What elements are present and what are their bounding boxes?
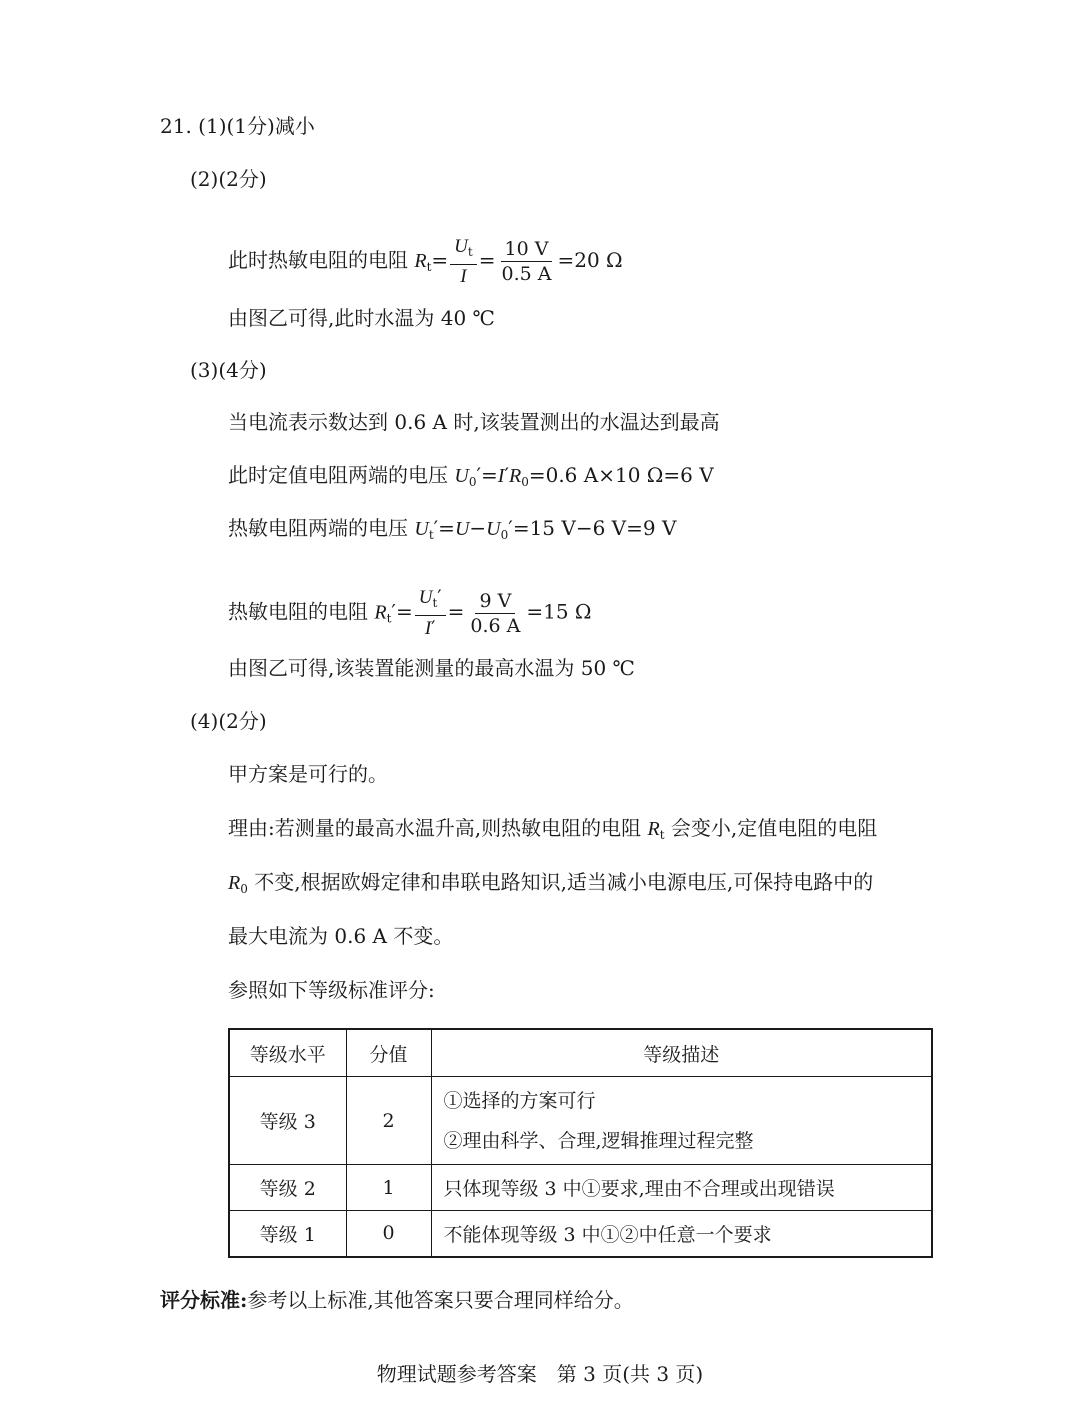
table-header: 分值: [346, 1029, 431, 1077]
q21-part3-line4: 热敏电阻的电阻 $R_t'=$ $\frac{U_t'}{I'}$ = $\frac{9 V}{0.6 A}$ =15 Ω: [228, 586, 592, 639]
grading-table: [228, 1028, 933, 1258]
q21-part2-equation: 此时热敏电阻的电阻 $R_t=$ $\frac{U_t}{I}$ = $\frac{10 V}{0.5 A}$ =20 Ω: [228, 236, 623, 287]
score-cell: 1: [346, 1165, 431, 1211]
fraction-values-2: $\frac{9 V}{0.6 A}$: [470, 589, 521, 637]
q21-part3-temperature: 由图乙可得,该装置能测量的最高水温为 50 ℃: [228, 656, 635, 680]
q21-part3-heading: (3)(4分): [190, 358, 267, 382]
q21-part4-reference: 参照如下等级标准评分:: [228, 978, 435, 1002]
scoring-label: 评分标准:: [160, 1288, 248, 1312]
q21-part4-reason-3: 最大电流为 0.6 A 不变。: [228, 924, 454, 948]
score-cell: 2: [346, 1077, 431, 1165]
level-cell: 等级 1: [229, 1211, 346, 1257]
table-row: [229, 1211, 932, 1257]
q21-part1: 21. (1)(1分)减小: [160, 114, 315, 138]
fraction-u-over-i: $\frac{U_t}{I}$: [450, 234, 477, 289]
q21-part2-heading: (2)(2分): [190, 167, 267, 191]
q21-part4-line1: 甲方案是可行的。: [228, 762, 388, 786]
table-row: [229, 1165, 932, 1211]
fraction-values: $\frac{10 V}{0.5 A}$: [501, 238, 552, 285]
score-cell: 0: [346, 1211, 431, 1257]
table-header: 等级水平: [229, 1029, 346, 1077]
scoring-standard: [160, 1286, 634, 1314]
scoring-text: 参考以上标准,其他答案只要合理同样给分。: [247, 1288, 634, 1312]
fraction-u-prime-over-i-prime: $\frac{U_t'}{I'}$: [415, 585, 446, 641]
q21-part2-temperature: 由图乙可得,此时水温为 40 ℃: [228, 306, 495, 330]
description-cell: 不能体现等级 3 中①②中任意一个要求: [431, 1211, 932, 1257]
q21-part3-line3: 热敏电阻两端的电压 $U_t'=U-U_0'=15$ V−6 V=9 V: [228, 516, 677, 542]
equation-prefix: 此时热敏电阻的电阻: [228, 248, 408, 272]
level-cell: 等级 2: [229, 1165, 346, 1211]
q21-part4-heading: (4)(2分): [190, 709, 267, 733]
table-row: [229, 1077, 932, 1165]
q21-part3-line1: 当电流表示数达到 0.6 A 时,该装置测出的水温达到最高: [228, 410, 720, 434]
q21-part3-line2: 此时定值电阻两端的电压 $U_0'=I'R_0=0.6$ A×10 Ω=6 V: [228, 463, 714, 489]
table-header: 等级描述: [431, 1029, 932, 1077]
table-header-row: [229, 1029, 932, 1077]
page-footer: 物理试题参考答案 第 3 页(共 3 页): [376, 1362, 704, 1386]
description-cell: ①选择的方案可行 ②理由科学、合理,逻辑推理过程完整: [431, 1077, 932, 1165]
q21-part4-reason-1: 理由:若测量的最高水温升高,则热敏电阻的电阻 $R_t$ 会变小,定值电阻的电阻: [228, 816, 878, 842]
level-cell: 等级 3: [229, 1077, 346, 1165]
description-cell: 只体现等级 3 中①要求,理由不合理或出现错误: [431, 1165, 932, 1211]
q21-part4-reason-2: $R_0$ 不变,根据欧姆定律和串联电路知识,适当减小电源电压,可保持电路中的: [228, 870, 874, 896]
